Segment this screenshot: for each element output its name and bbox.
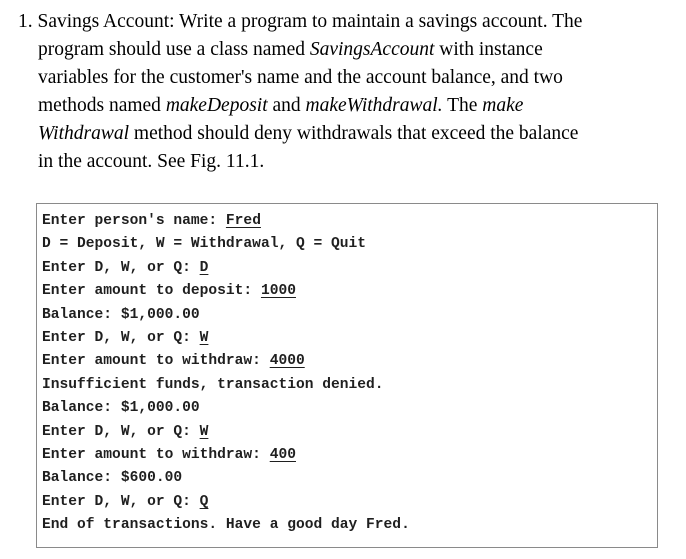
console-prompt: D = Deposit, W = Withdrawal, Q = Quit xyxy=(42,236,367,253)
console-user-input: W xyxy=(199,329,209,346)
console-line xyxy=(42,421,657,444)
console-prompt: Balance: $1,000.00 xyxy=(42,306,200,323)
problem-text: method should deny withdrawals that exceed the balance xyxy=(129,123,579,144)
console-user-input: W xyxy=(199,423,209,440)
console-prompt: Balance: $1,000.00 xyxy=(42,400,200,417)
console-prompt: Enter D, W, or Q: xyxy=(42,423,200,440)
problem-text: and xyxy=(267,95,306,116)
problem-statement xyxy=(18,8,678,176)
console-line xyxy=(42,514,657,537)
method-name-text: Withdrawal xyxy=(38,123,130,144)
problem-text: program should use a class named xyxy=(38,39,310,60)
method-name-text: makeWithdrawal. xyxy=(305,95,443,116)
problem-text: methods named xyxy=(38,95,166,116)
problem-text: Savings Account: Write a program to maintain a savings account. The xyxy=(37,11,583,32)
problem-line-3 xyxy=(18,64,678,92)
problem-text: in the account. See Fig. 11.1. xyxy=(38,151,265,172)
console-line xyxy=(42,491,657,514)
problem-line-1 xyxy=(18,8,678,36)
console-user-input: 1000 xyxy=(260,283,296,300)
console-line xyxy=(42,444,657,467)
console-line xyxy=(42,327,657,350)
problem-line-4 xyxy=(18,92,678,120)
problem-text: The xyxy=(442,95,483,116)
console-line xyxy=(42,257,657,280)
console-prompt: Enter amount to deposit: xyxy=(42,283,261,300)
console-line xyxy=(42,233,657,256)
console-prompt: Enter D, W, or Q: xyxy=(42,259,200,276)
console-prompt: Insufficient funds, transaction denied. xyxy=(42,376,384,393)
method-name-text: make xyxy=(482,95,524,116)
console-line xyxy=(42,350,657,373)
problem-text: variables for the customer's name and the account balance, and two xyxy=(38,67,563,88)
problem-number: 1. xyxy=(18,11,33,32)
class-name-text: SavingsAccount xyxy=(309,39,435,60)
console-prompt: Enter amount to withdraw: xyxy=(42,446,270,463)
method-name-text: makeDeposit xyxy=(165,95,268,116)
console-prompt: Enter person's name: xyxy=(42,213,226,229)
console-prompt: Enter amount to withdraw: xyxy=(42,353,270,370)
console-line xyxy=(42,374,657,397)
console-prompt: Enter D, W, or Q: xyxy=(42,329,200,346)
console-prompt: End of transactions. Have a good day Fred. xyxy=(42,517,410,534)
problem-line-2 xyxy=(18,36,678,64)
problem-line-6 xyxy=(18,148,678,176)
console-line xyxy=(42,280,657,303)
problem-line-5 xyxy=(18,120,678,148)
console-user-input: D xyxy=(199,259,209,276)
console-user-input: Fred xyxy=(225,213,261,229)
console-line xyxy=(42,467,657,490)
problem-text: with instance xyxy=(434,39,543,60)
console-prompt: Balance: $600.00 xyxy=(42,470,183,487)
console-user-input: 400 xyxy=(269,446,296,463)
console-line xyxy=(42,304,657,327)
console-user-input: 4000 xyxy=(269,353,305,370)
console-line xyxy=(42,210,657,233)
sample-output-box xyxy=(36,203,658,548)
console-line xyxy=(42,397,657,420)
console-prompt: Enter D, W, or Q: xyxy=(42,493,200,510)
console-user-input: Q xyxy=(199,493,209,510)
